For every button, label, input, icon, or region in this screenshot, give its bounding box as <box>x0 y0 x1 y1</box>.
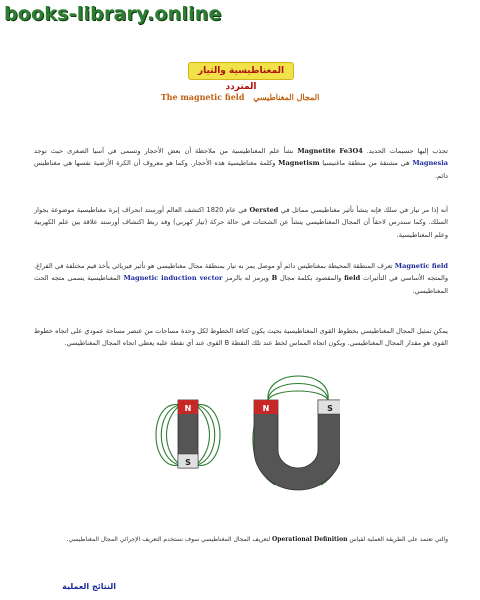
paragraph-intro: تجذب إليها جسيمات الحديد. Magnetite Fe3O4 نشأ علم المغناطيسية من ملاحظة أن بعض الأحجار وتسمى في آسيا الصغرى حيث توجد Magnesia هي مشتقة من منطقة ماغنيسيا Magnetism وكلمة مغناطيسية هذه الأحجار. وكما هو معروف أن الكرة الأرضية نفسها هي مغناطيس دائم. <box>34 146 448 180</box>
operational-definition-text: والتي تعتمد على الطريقة العملية لقياس Operational Definition لتعريف المجال المغناطيسي سوف نستخدم التعريف الإجرائي المجال المغناطيسي. <box>66 536 448 543</box>
paragraph-oersted: أنه إذا مر تيار في سلك فإنه ينشأ تأثير مغناطيسي مماثل في Oersted في عام 1820 اكتشف العالم أورستد انحراف إبرة مغناطيسية موضوعة بجوار السلك. وكما سندرس لاحقاً أن المجال المغناطيسي ينشأ عن الشحنات في حالة حركة (تيار كهربي) وقد ربط اكتشاف أورستد علاقة بين علم الكهربية وعلم المغناطيسية. <box>34 205 448 239</box>
magnet-field-figure <box>150 370 340 498</box>
subtitle-english: The magnetic field <box>160 92 245 102</box>
paragraph-field-lines: يمكن تمثيل المجال المغناطيسي بخطوط القوى المغناطيسية بحيث يكون كثافة الخطوط لكل وحدة مساحات من عنصر مساحة عمودي على اتجاه خطوط القوى هو مقدار المجال المغناطيسي. ويكون اتجاه المماس لخط عند تلك النقطة B القوى عند أي نقطة عليه يعطي اتجاه المجال المغناطيسي. <box>34 326 448 348</box>
chapter-title-banner: المغناطيسية والتيار المتردد <box>188 62 294 80</box>
paragraph-magnetic-field: Magnetic field تعرف المنطقة المحيطة بمغناطيس دائم أو موصل يمر به تيار بمنطقة مجال مغناطيسي هو تأثير فيزيائي يأخذ قيم مختلفة في الفراغ. والمتجه الأساسي في التأثيرات field والمقصود بكلمة مجال B ويرمز له بالرمز Magnetic induction vector المغناطيسية يسمى متجه الحث المغناطيسي. <box>34 261 449 295</box>
subtitle-arabic: المجال المغناطيسي <box>253 92 320 102</box>
bar-south-label: S <box>185 458 191 467</box>
horseshoe-south-label: S <box>327 404 333 413</box>
section-heading: النتائج العملية <box>62 582 116 591</box>
watermark-logo: books-library.online <box>4 3 222 25</box>
magnet-field-illustration <box>150 370 340 498</box>
bar-north-label: N <box>184 404 192 413</box>
horseshoe-north-label: N <box>262 404 270 413</box>
section-subtitle <box>150 92 330 102</box>
